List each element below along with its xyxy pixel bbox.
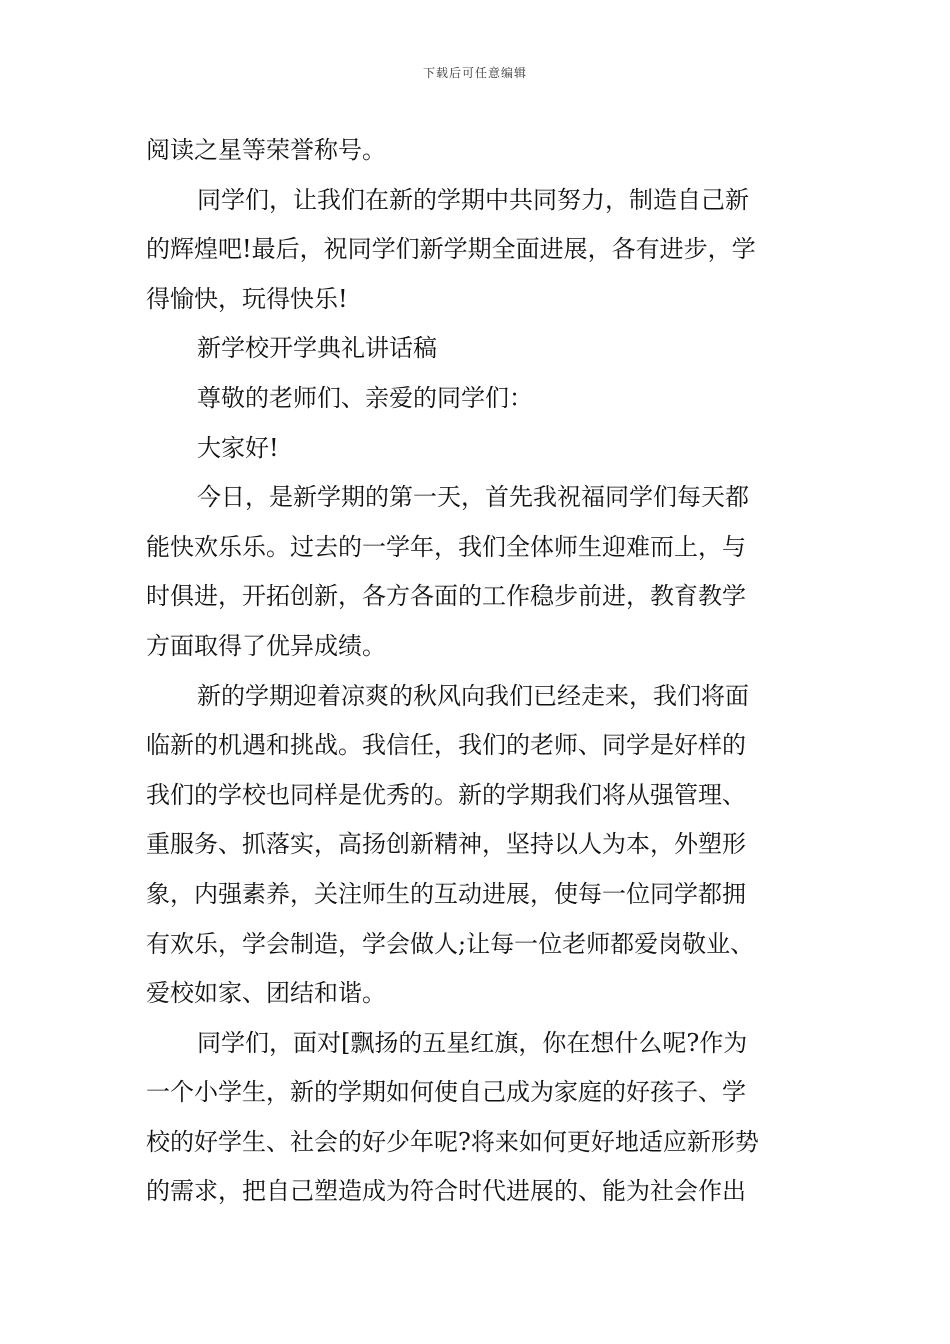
text-line: 一个小学生，新的学期如何使自己成为家庭的好孩子、学 (146, 1078, 746, 1107)
document-body (146, 126, 806, 1217)
text-line: 象，内强素养，关注师生的互动进展，使每一位同学都拥 (146, 879, 746, 908)
text-line: 临新的机遇和挑战。我信任，我们的老师、同学是好样的 (146, 731, 746, 760)
text-line: 有欢乐，学会制造，学会做人;让每一位老师都爱岗敬业、 (146, 929, 755, 958)
text-line: 的需求，把自己塑造成为符合时代进展的、能为社会作出 (146, 1177, 746, 1206)
page-header: 下载后可任意编辑 (422, 66, 527, 80)
text-line: 阅读之星等荣誉称号。 (146, 136, 386, 164)
text-line: 方面取得了优异成绩。 (146, 631, 386, 660)
text-line: 能快欢乐乐。过去的一学年，我们全体师生迎难而上，与 (146, 532, 746, 561)
text-line: 同学们，让我们在新的学期中共同努力，制造自己新 (197, 185, 749, 214)
text-line: 爱校如家、团结和谐。 (146, 979, 386, 1008)
text-line: 重服务、抓落实，高扬创新精神，坚持以人为本，外塑形 (146, 830, 746, 859)
text-line: 校的好学生、社会的好少年呢?将来如何更好地适应新形势 (146, 1127, 759, 1156)
text-line: 同学们，面对[飘扬的五星红旗，你在想什么呢?作为 (197, 1028, 748, 1057)
text-line: 我们的学校也同样是优秀的。新的学期我们将从强管理、 (146, 780, 746, 809)
text-line: 时俱进，开拓创新，各方各面的工作稳步前进，教育教学 (146, 582, 746, 611)
text-line: 的辉煌吧!最后，祝同学们新学期全面进展，各有进步，学 (146, 235, 756, 264)
text-line: 今日，是新学期的第一天，首先我祝福同学们每天都 (197, 483, 749, 512)
text-line: 新的学期迎着凉爽的秋风向我们已经走来，我们将面 (197, 681, 749, 710)
greeting: 大家好! (197, 433, 279, 462)
text-line: 得愉快，玩得快乐! (146, 284, 348, 313)
salutation: 尊敬的老师们、亲爱的同学们： (197, 383, 533, 412)
section-title: 新学校开学典礼讲话稿 (197, 334, 437, 363)
